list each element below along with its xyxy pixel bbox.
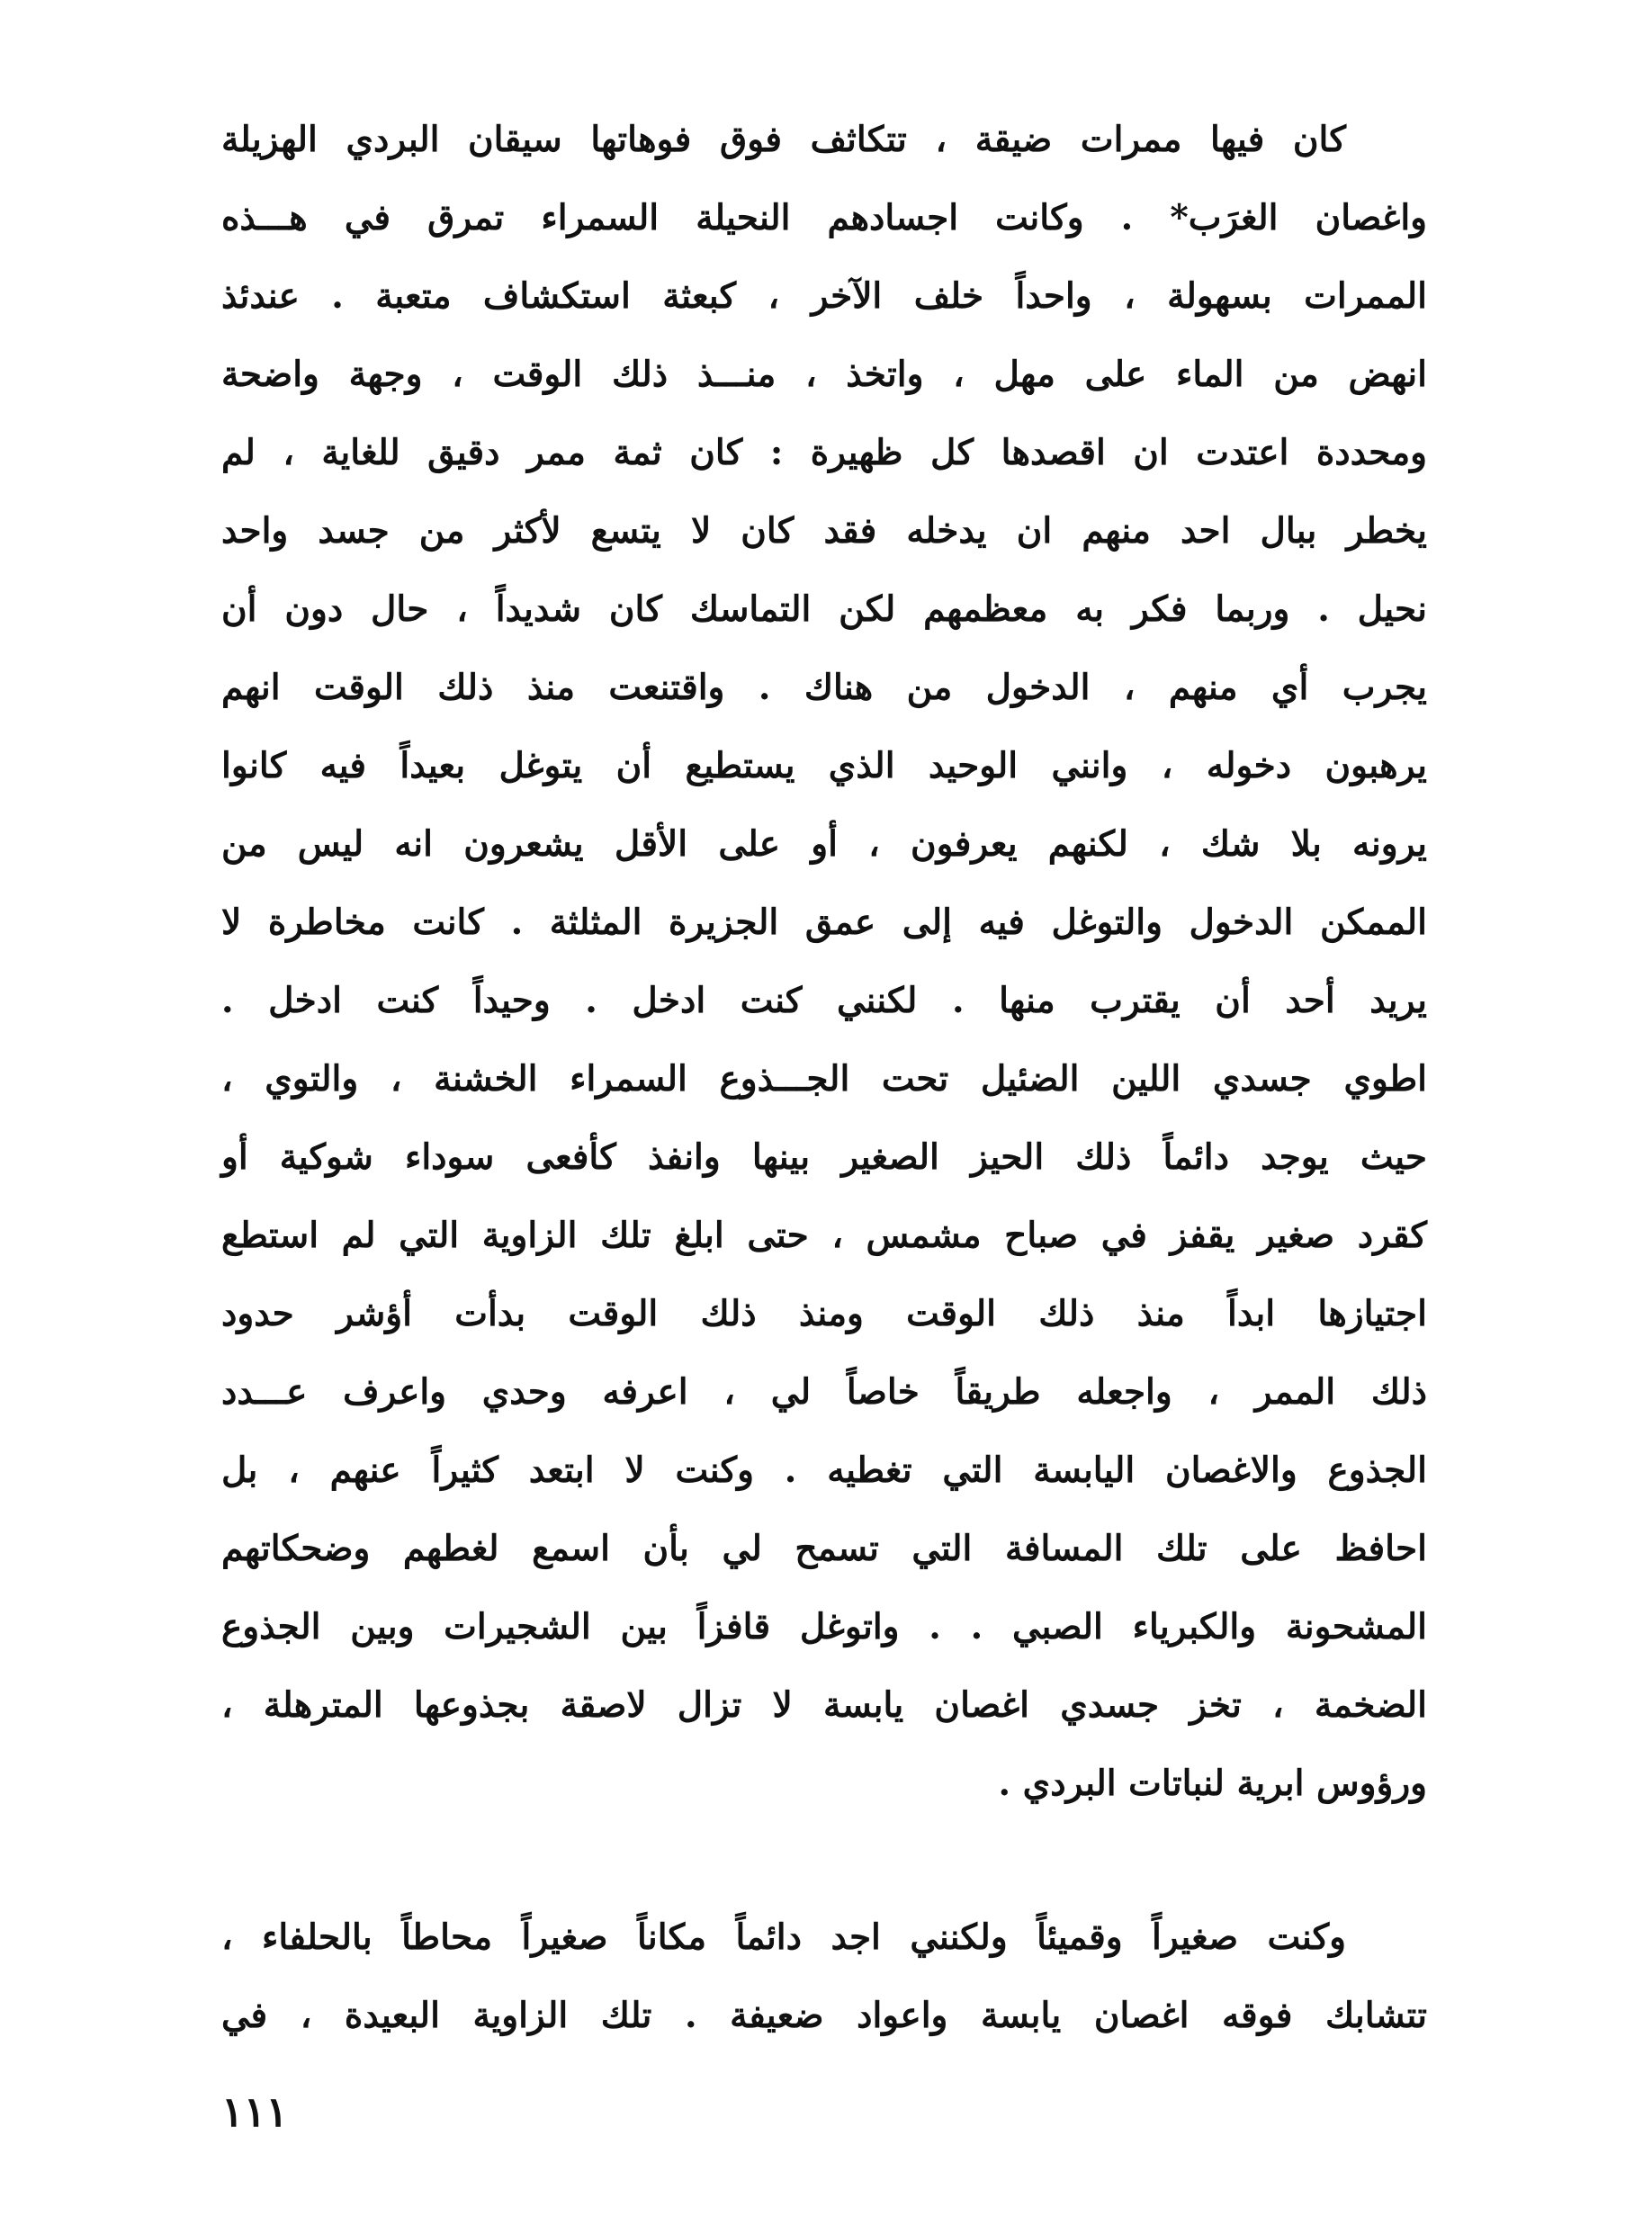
text-line: نحيل . وربما فكر به معظمهم لكن التماسك كان شديداً ، حال دون أن [221,588,1427,630]
text-line: اجتيازها ابداً منذ ذلك الوقت ومنذ ذلك الوقت بدأت أؤشر حدود [221,1293,1427,1334]
text-line: الممرات بسهولة ، واحداً خلف الآخر ، كبعثة استكشاف متعبة . عندئذ [221,275,1427,317]
text-line: احافظ على تلك المسافة التي تسمح لي بأن اسمع لغطهم وضحكاتهم [221,1528,1427,1569]
text-line: وكنت صغيراً وقميئاً ولكنني اجد دائماً مكاناً صغيراً محاطاً بالحلفاء ، [221,1916,1346,1958]
text-line: حيث يوجد دائماً ذلك الحيز الصغير بينها وانفذ كأفعى سوداء شوكية أو [221,1136,1427,1178]
text-line: يريد أحد أن يقترب منها . لكنني كنت ادخل . وحيداً كنت ادخل . [221,980,1427,1021]
text-line: ورؤوس ابرية لنباتات البردي . [998,1763,1427,1804]
text-line: ذلك الممر ، واجعله طريقاً خاصاً لي ، اعرفه وحدي واعرف عـــدد [221,1371,1427,1413]
page-number: ١١١ [221,2087,289,2136]
text-line: الممكن الدخول والتوغل فيه إلى عمق الجزيرة المثلثة . كانت مخاطرة لا [221,902,1427,943]
text-line: اطوي جسدي اللين الضئيل تحت الجـــذوع السمراء الخشنة ، والتوي ، [221,1058,1427,1100]
text-line: كان فيها ممرات ضيقة ، تتكاثف فوق فوهاتها سيقان البردي الهزيلة [221,119,1346,160]
text-line: يخطر ببال احد منهم ان يدخله فقد كان لا يتسع لأكثر من جسد واحد [221,510,1427,552]
text-line: يجرب أي منهم ، الدخول من هناك . واقتنعت منذ ذلك الوقت انهم [221,667,1427,708]
text-line: كقرد صغير يقفز في صباح مشمس ، حتى ابلغ تلك الزاوية التي لم استطع [221,1215,1427,1256]
text-line: انهض من الماء على مهل ، واتخذ ، منـــذ ذلك الوقت ، وجهة واضحة [221,354,1427,395]
text-line: الضخمة ، تخز جسدي اغصان يابسة لا تزال لاصقة بجذوعها المترهلة ، [221,1684,1427,1726]
text-line: تتشابك فوقه اغصان يابسة واعواد ضعيفة . تلك الزاوية البعيدة ، في [221,1995,1427,2036]
text-line: الجذوع والاغصان اليابسة التي تغطيه . وكنت لا ابتعد كثيراً عنهم ، بل [221,1450,1427,1491]
paragraph-2 [221,1898,1427,2055]
text-line: يرهبون دخوله ، وانني الوحيد الذي يستطيع أن يتوغل بعيداً فيه كانوا [221,745,1427,786]
paragraph-1 [221,101,1427,1823]
text-line: واغصان الغرَب* . وكانت اجسادهم النحيلة السمراء تمرق في هـــذه [221,197,1427,238]
text-line: يرونه بلا شك ، لكنهم يعرفون ، أو على الأقل يشعرون انه ليس من [221,823,1427,865]
text-line: ومحددة اعتدت ان اقصدها كل ظهيرة : كان ثمة ممر دقيق للغاية ، لم [221,432,1427,473]
text-line: المشحونة والكبرياء الصبي . . واتوغل قافزاً بين الشجيرات وبين الجذوع [221,1606,1427,1647]
